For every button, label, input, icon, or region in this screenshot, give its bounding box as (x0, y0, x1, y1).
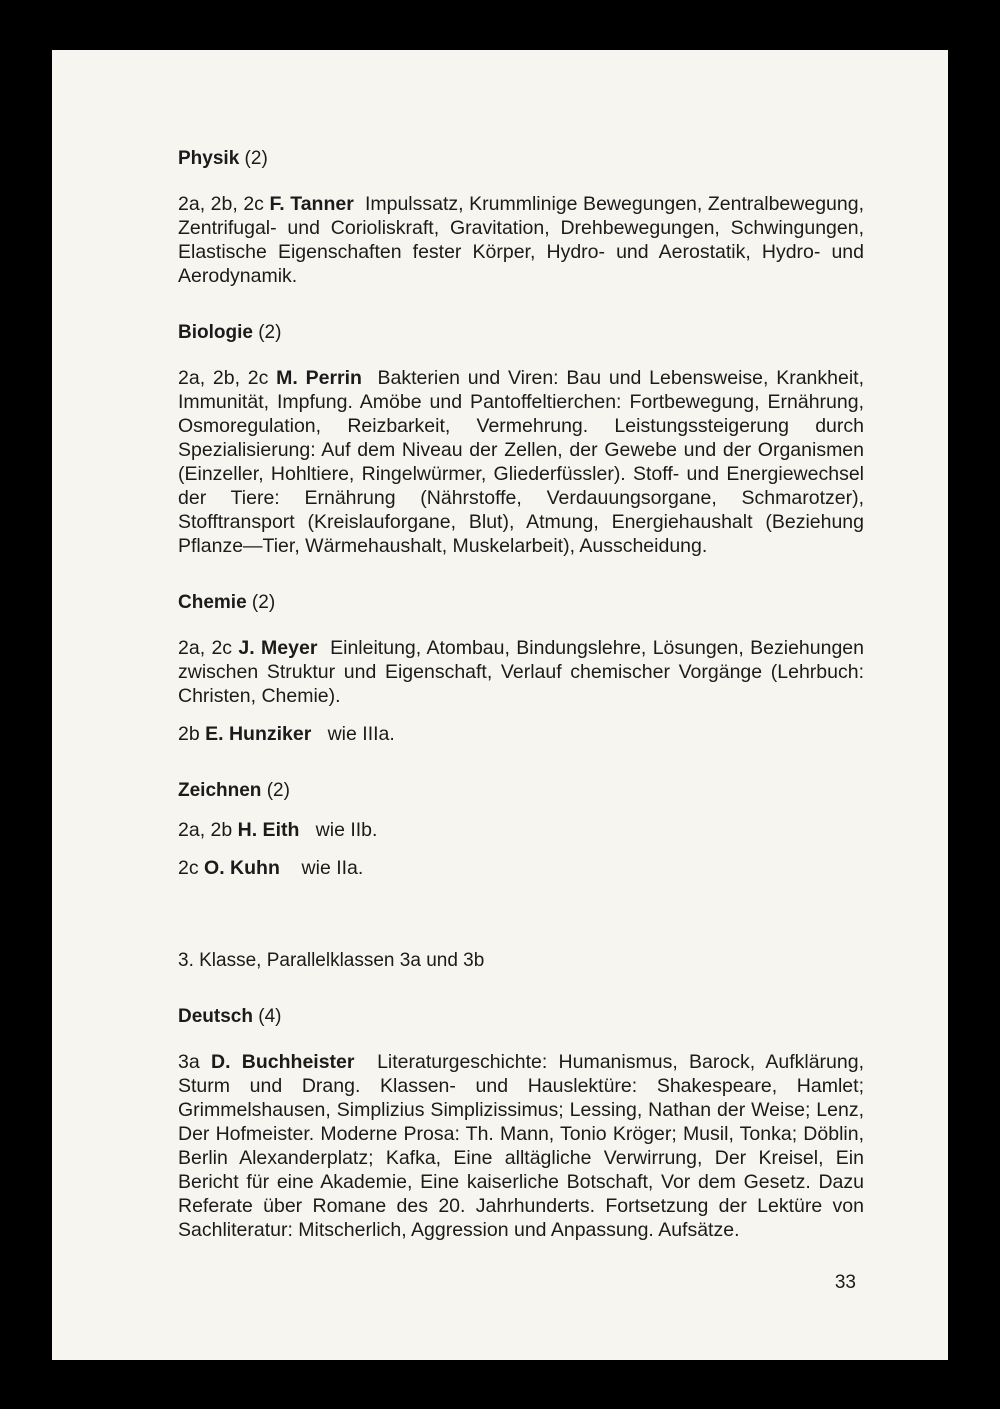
section-heading-physik (178, 148, 864, 170)
section-heading-biologie (178, 322, 864, 344)
course-description: wie IIb. (315, 819, 378, 841)
class-heading: 3. Klasse, Parallelklassen 3a und 3b (178, 950, 485, 971)
course-teacher: D. Buchheister (211, 1051, 355, 1073)
course-description: Impulssatz, Krummlinige Bewegungen, Zentralbewegung, Zentrifugal- und Corioliskraft, Gravitation, Drehbewegungen, Schwingungen, Elastische Eigenschaften fester Körper, Hydro- und Aerostatik, Hydro- und Aerodynamik. (178, 193, 864, 287)
section-title: Biologie (178, 322, 253, 343)
course-teacher: F. Tanner (269, 193, 354, 215)
page-content (178, 148, 864, 1242)
course-description: wie IIIa. (327, 723, 395, 745)
section-hours: (2) (258, 322, 282, 343)
section-title: Chemie (178, 592, 247, 613)
course-description: Bakterien und Viren: Bau und Lebensweise, Krankheit, Immunität, Impfung. Amöbe und Pantoffeltierchen: Fortbewegung, Ernährung, Osmoregulation, Reizbarkeit, Vermehrung. Leistungssteigerung durch Spezialisierung: Auf dem Niveau der Zellen, der Gewebe und der Organismen (Einzeller, Hohltiere, Ringelwürmer, Gliederfüssler). Stoff- und Energiewechsel der Tiere: Ernährung (Nährstoffe, Verdauungsorgane, Schmarotzer), Stofftransport (Kreislauforgane, Blut), Atmung, Energiehaushalt (Beziehung Pflanze—Tier, Wärmehaushalt, Muskelarbeit), Ausscheidung. (178, 367, 864, 557)
course-entry-chemie-1 (178, 636, 864, 708)
course-entry-deutsch (178, 1050, 864, 1242)
course-teacher: H. Eith (237, 819, 300, 841)
section-hours: (4) (258, 1006, 282, 1027)
course-teacher: O. Kuhn (204, 857, 280, 879)
course-classes: 3a (178, 1051, 200, 1073)
section-hours: (2) (266, 780, 290, 801)
course-classes: 2a, 2b, 2c (178, 367, 269, 389)
course-teacher: E. Hunziker (205, 723, 312, 745)
course-description: wie IIa. (301, 857, 364, 879)
course-description: Einleitung, Atombau, Bindungslehre, Lösungen, Beziehungen zwischen Struktur und Eigenschaft, Verlauf chemischer Vorgänge (Lehrbuch: Christen, Chemie). (178, 637, 864, 707)
course-teacher: M. Perrin (276, 367, 362, 389)
section-heading-zeichnen (178, 780, 864, 802)
document-page (52, 50, 948, 1360)
course-description: Literaturgeschichte: Humanismus, Barock, Aufklärung, Sturm und Drang. Klassen- und Hauslektüre: Shakespeare, Hamlet; Grimmelshausen, Simplizius Simplizissimus; Lessing, Nathan der Weise; Lenz, Der Hofmeister. Moderne Prosa: Th. Mann, Tonio Kröger; Musil, Tonka; Döblin, Berlin Alexanderplatz; Kafka, Eine alltägliche Verwirrung, Der Kreisel, Ein Bericht für eine Akademie, Eine kaiserliche Botschaft, Vor dem Gesetz. Dazu Referate über Romane des 20. Jahrhunderts. Fortsetzung der Lektüre von Sachliteratur: Mitscherlich, Aggression und Anpassung. Aufsätze. (178, 1051, 864, 1241)
course-classes: 2a, 2c (178, 637, 233, 659)
course-entry-zeichnen-2 (178, 856, 864, 880)
page-number: 33 (834, 1272, 856, 1293)
section-heading-deutsch (178, 1006, 864, 1028)
course-entry-physik (178, 192, 864, 288)
section-title: Deutsch (178, 1006, 253, 1027)
course-entry-zeichnen-1 (178, 818, 864, 842)
course-classes: 2b (178, 723, 200, 745)
course-entry-biologie (178, 366, 864, 558)
course-teacher: J. Meyer (238, 637, 318, 659)
section-hours: (2) (244, 148, 268, 169)
section-heading-chemie (178, 592, 864, 614)
course-entry-chemie-2 (178, 722, 864, 746)
section-hours: (2) (251, 592, 276, 613)
section-title: Zeichnen (178, 780, 262, 801)
course-classes: 2a, 2b, 2c (178, 193, 264, 215)
course-classes: 2a, 2b (178, 819, 233, 841)
course-classes: 2c (178, 857, 199, 879)
section-title: Physik (178, 148, 240, 169)
